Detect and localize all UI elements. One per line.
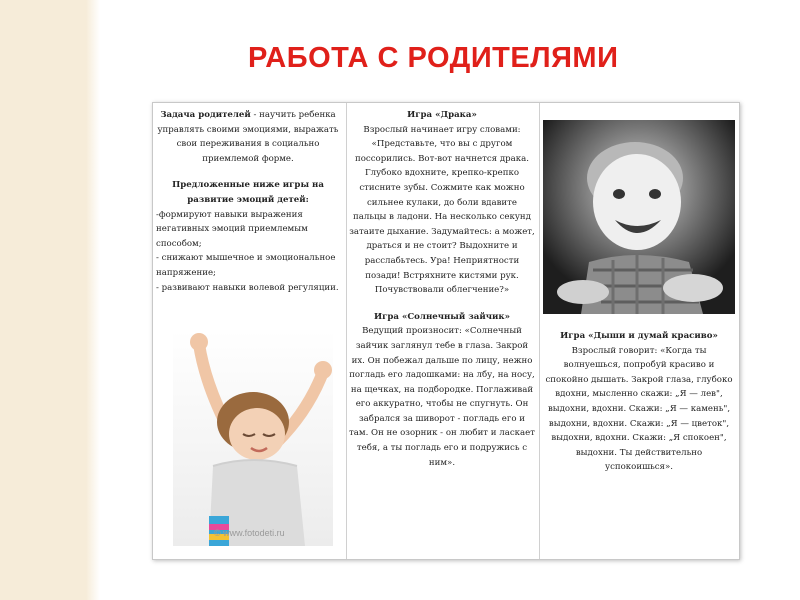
game-3-text: Взрослый говорит: «Когда ты волнуешься, попробуй красиво и спокойно дышать. Закрой глаза, глубоко вдохни, мысленно скажи: „Я — лев", выдохни, вдохни. Скажи: „Я — камень", выдохни, вдохни. Скажи: „Я — цветок", выдохни, вдохни. Скажи: „Я спокоен", выдохни. Ты действительно успокоишься». xyxy=(545,345,733,473)
bullet-item: -формируют навыки выражения негативных эмоций приемлемым способом; xyxy=(156,209,308,249)
smiling-boy-photo xyxy=(543,120,735,314)
game-1-text: Взрослый начинает игру словами: «Представьте, что вы с другом поссорились. Вот-вот начнется драка. Глубоко вдохните, крепко-крепко стисните зубы. Сожмите как можно сильнее кулаки, до боли вдавите пальцы в ладони. На несколько секунд затаите дыхание. Задумайтесь: а может, драться и не стоит? Выдохните и расслабьтесь. Ура! Неприятности позади! Встряхните кистями рук. Почувствовали облегчение?» xyxy=(349,124,535,296)
parents-task-label: Задача родителей xyxy=(160,110,251,120)
column-2-text xyxy=(349,108,535,470)
page-title: РАБОТА С РОДИТЕЛЯМИ xyxy=(248,42,619,74)
column-3-text xyxy=(543,329,735,475)
game-2-heading xyxy=(349,310,535,325)
column-1-text xyxy=(156,108,340,295)
game-3-title: Игра «Дыши и думай красиво» xyxy=(560,331,718,341)
bullet-item: - снижают мышечное и эмоциональное напряжение; xyxy=(156,253,336,278)
games-heading-text: Предложенные ниже игры на развитие эмоций детей: xyxy=(172,180,324,205)
parents-task-text: - научить ребенка управлять своими эмоциями, выражать свои переживания в социально приемлемой форме. xyxy=(157,110,339,164)
left-decor-band xyxy=(0,0,100,600)
game-1-title: Игра «Драка» xyxy=(407,110,477,120)
parents-task xyxy=(156,108,340,166)
game-2-title: Игра «Солнечный зайчик» xyxy=(374,311,510,322)
smiling-boy-illustration xyxy=(543,120,735,314)
column-divider-1 xyxy=(346,103,347,559)
bullet-item: - развивают навыки волевой регуляции. xyxy=(156,282,339,293)
game-2-text: Ведущий произносит: «Солнечный зайчик заглянул тебе в глаза. Закрой их. Он побежал дальше по лицу, нежно погладь его ладошками: на лбу, на носу, на щечках, на подбородке. Поглаживай его аккуратно, чтобы не спугнуть. Он забрался за шиворот - погладь его и там. Он не озорник - он любит и ласкает тебя, а ты погладь его и подружись с ним». xyxy=(349,326,535,468)
photo-watermark: © www.fotodeti.ru xyxy=(214,528,285,538)
left-decor-band-edge xyxy=(86,0,100,600)
child-arms-up-photo xyxy=(173,330,333,546)
game-3-heading xyxy=(543,329,735,344)
games-heading xyxy=(156,178,340,207)
child-arms-up-illustration xyxy=(173,330,333,546)
column-divider-2 xyxy=(539,103,540,559)
game-drakа-title xyxy=(349,108,535,123)
